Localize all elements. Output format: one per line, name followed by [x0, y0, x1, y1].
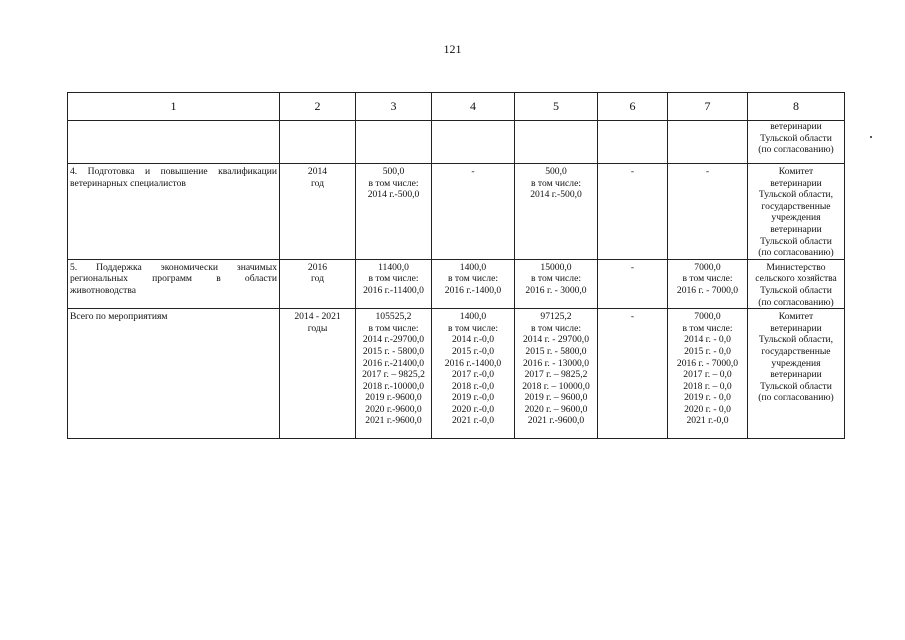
cell-line: -: [705, 166, 710, 177]
cell-line: Тульской области: [760, 284, 832, 296]
cell-line: 500,0: [545, 166, 567, 177]
cell-line: 2017 г.-0,0: [451, 369, 495, 381]
header-cell-5: 5: [515, 93, 598, 121]
cell-line: 11400,0: [378, 261, 409, 273]
cell-line: 2016 г. - 7000,0: [676, 357, 739, 369]
cell-line: год: [310, 177, 325, 189]
cell-line: 2015 г. - 5800,0: [362, 345, 425, 357]
cell-line: 2016 г. - 7000,0: [676, 284, 739, 296]
cell-line: в том числе:: [368, 273, 419, 285]
responsible-cell: [748, 164, 845, 260]
cell-line: 2020 г.-0,0: [451, 403, 495, 415]
cell-line: 2016 г.-11400,0: [363, 284, 424, 296]
responsible-cell: [748, 259, 845, 308]
cell-line: 2021 г.-9600,0: [527, 415, 585, 427]
table-row-item-4: [68, 164, 845, 260]
cell-line: 2018 г. – 0,0: [683, 380, 732, 392]
local-funding-cell: -: [598, 164, 668, 260]
cell-line: 2018 г.-0,0: [451, 380, 495, 392]
cell-line: в том числе:: [682, 273, 733, 285]
other-funding-cell: [668, 164, 748, 260]
cell-line: 2018 г.-10000,0: [362, 380, 425, 392]
cell-line: Тульской области: [760, 235, 832, 247]
cell-line: 2015 г.-0,0: [451, 345, 495, 357]
cell-line: государственные: [761, 345, 831, 357]
table-row-item-5: [68, 259, 845, 308]
header-cell-8: 8: [748, 93, 845, 121]
cell-line: в том числе:: [682, 322, 733, 334]
federal-funding-cell: [432, 309, 515, 439]
cell-line: (по согласованию): [758, 392, 834, 404]
page-number: 121: [443, 42, 462, 56]
cell-line: 2017 г. – 9825,2: [362, 369, 425, 381]
cell-line: 15000,0: [540, 261, 572, 273]
cell-line: Комитет: [778, 311, 814, 323]
cell-line: 105525,2: [375, 311, 412, 323]
federal-funding-cell: [432, 121, 515, 164]
cell-line: ветеринарии: [770, 177, 822, 189]
activity-text: Всего по мероприятиям: [70, 311, 168, 323]
cell-line: 7000,0: [694, 261, 721, 273]
table-row-continuation: [68, 121, 845, 164]
cell-line: 2014 г.-500,0: [530, 189, 582, 201]
local-funding-cell: -: [598, 309, 668, 439]
cell-line: 2019 г.-9600,0: [365, 392, 422, 404]
other-funding-cell: [668, 259, 748, 308]
cell-line: годы: [307, 322, 328, 334]
cell-line: учреждения: [771, 357, 821, 369]
cell-line: 2016 г.-1400,0: [444, 284, 502, 296]
cell-line: 2021 г.-0,0: [686, 415, 729, 427]
cell-line: ветеринарии: [770, 121, 822, 132]
cell-line: ветеринарии: [770, 223, 822, 235]
responsible-cell: [748, 309, 845, 439]
activity-cell: [68, 309, 280, 439]
responsible-cell: [748, 121, 845, 164]
cell-line: 2014: [307, 166, 328, 177]
total-funding-cell: [356, 309, 432, 439]
cell-line: 2017 г. – 9825,2: [524, 369, 588, 381]
cell-line: Тульской области,: [758, 189, 834, 201]
cell-line: 2019 г. – 9600,0: [524, 392, 588, 404]
cell-line: 2014 г.-0,0: [451, 334, 495, 346]
cell-line: 2019 г. - 0,0: [684, 392, 731, 404]
regional-funding-cell: [515, 121, 598, 164]
activity-cell: [68, 121, 280, 164]
cell-line: (по согласованию): [758, 144, 834, 156]
cell-line: 2015 г. - 5800,0: [525, 345, 587, 357]
cell-line: в том числе:: [530, 322, 581, 334]
cell-line: 2016: [307, 261, 328, 273]
header-cell-7: 7: [668, 93, 748, 121]
header-cell-3: 3: [356, 93, 432, 121]
cell-line: 2016 г.-1400,0: [444, 357, 502, 369]
federal-funding-cell: [432, 164, 515, 260]
total-funding-cell: [356, 259, 432, 308]
cell-line: -: [471, 166, 475, 177]
activity-text: 5. Поддержка экономически значимых региональных программ в области животноводства: [70, 261, 277, 296]
cell-line: 2016 г. - 3000,0: [525, 284, 587, 296]
activity-text: 4. Подготовка и повышение квалификации ветеринарных специалистов: [70, 166, 277, 189]
cell-line: в том числе:: [530, 177, 581, 189]
cell-line: 1400,0: [459, 261, 487, 273]
cell-line: 2014 г. - 0,0: [684, 334, 731, 346]
table-row-total: [68, 309, 845, 439]
cell-line: Министерство: [766, 261, 826, 273]
cell-line: 2014 г.-500,0: [367, 189, 420, 201]
cell-line: учреждения: [771, 212, 821, 224]
period-cell: [280, 259, 356, 308]
cell-line: 2018 г. – 10000,0: [522, 380, 590, 392]
cell-line: 7000,0: [694, 311, 721, 323]
local-funding-cell: -: [598, 259, 668, 308]
total-funding-cell: [356, 164, 432, 260]
cell-line: Комитет: [778, 166, 814, 177]
program-table: [67, 92, 845, 439]
activity-cell: [68, 259, 280, 308]
cell-line: Тульской области,: [758, 334, 834, 346]
cell-line: в том числе:: [447, 273, 498, 285]
cell-line: 2014 - 2021: [294, 311, 341, 323]
regional-funding-cell: [515, 309, 598, 439]
header-cell-6: 6: [598, 93, 668, 121]
cell-line: 2021 г.-0,0: [451, 415, 495, 427]
federal-funding-cell: [432, 259, 515, 308]
cell-line: 2016 г. - 13000,0: [522, 357, 589, 369]
activity-cell: [68, 164, 280, 260]
cell-line: 2020 г.-9600,0: [365, 403, 422, 415]
cell-line: 2021 г.-9600,0: [365, 415, 422, 427]
cell-line: сельского хозяйства: [755, 273, 837, 285]
stray-mark: [870, 136, 872, 138]
cell-line: Тульской области: [760, 132, 832, 144]
cell-line: 2016 г.-21400,0: [362, 357, 425, 369]
cell-line: 2014 г.-29700,0: [362, 334, 425, 346]
cell-line: в том числе:: [368, 177, 419, 189]
cell-line: 2020 г. – 9600,0: [524, 403, 588, 415]
cell-line: Тульской области: [760, 380, 832, 392]
total-funding-cell: [356, 121, 432, 164]
cell-line: 2017 г. – 0,0: [683, 369, 732, 381]
cell-line: 1400,0: [459, 311, 487, 323]
cell-line: государственные: [761, 200, 831, 212]
table-header-row: [68, 93, 845, 121]
header-cell-4: 4: [432, 93, 515, 121]
cell-line: (по согласованию): [758, 247, 834, 259]
other-funding-cell: [668, 309, 748, 439]
cell-line: (по согласованию): [758, 296, 834, 308]
cell-line: 2014 г. - 29700,0: [522, 334, 589, 346]
header-cell-2: 2: [280, 93, 356, 121]
cell-line: год: [310, 273, 325, 285]
header-cell-1: 1: [68, 93, 280, 121]
regional-funding-cell: [515, 259, 598, 308]
local-funding-cell: [598, 121, 668, 164]
cell-line: 97125,2: [540, 311, 572, 323]
cell-line: 500,0: [382, 166, 405, 177]
period-cell: [280, 121, 356, 164]
period-cell: [280, 309, 356, 439]
cell-line: 2020 г. - 0,0: [684, 403, 731, 415]
cell-line: в том числе:: [530, 273, 581, 285]
regional-funding-cell: [515, 164, 598, 260]
other-funding-cell: [668, 121, 748, 164]
cell-line: в том числе:: [368, 322, 419, 334]
cell-line: в том числе:: [447, 322, 498, 334]
period-cell: [280, 164, 356, 260]
cell-line: 2019 г.-0,0: [451, 392, 495, 404]
cell-line: ветеринарии: [770, 322, 822, 334]
cell-line: 2015 г. - 0,0: [684, 345, 731, 357]
cell-line: ветеринарии: [770, 369, 822, 381]
